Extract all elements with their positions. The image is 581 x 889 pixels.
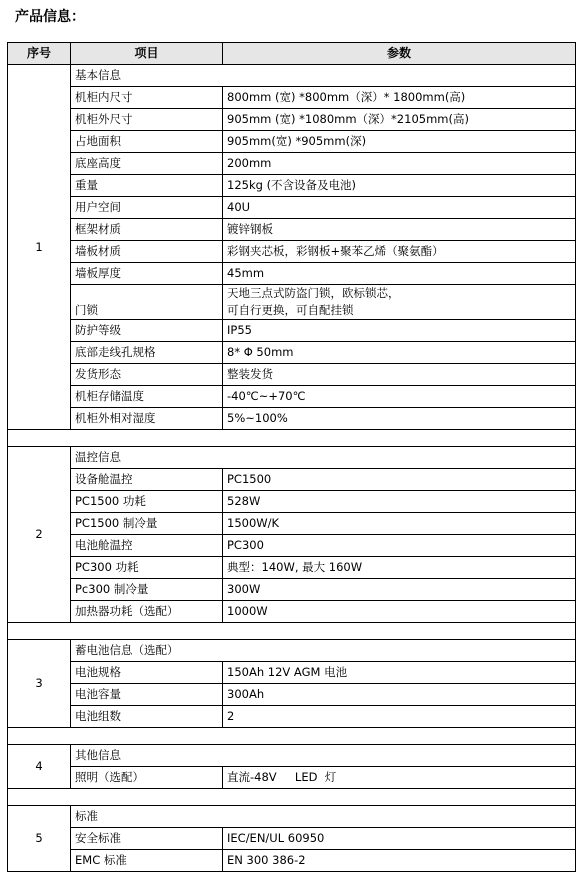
value-cell: 800mm (宽) *800mm（深）* 1800mm(高)	[223, 87, 576, 109]
table-row	[8, 579, 576, 601]
item-cell: PC1500 功耗	[71, 491, 223, 513]
section-title-row	[8, 640, 576, 662]
spacer-row	[8, 789, 576, 806]
table-row	[8, 408, 576, 430]
value-cell: PC300	[223, 535, 576, 557]
value-cell: 300Ah	[223, 684, 576, 706]
table-row	[8, 175, 576, 197]
item-cell: 机柜外尺寸	[71, 109, 223, 131]
value-cell: 125kg (不含设备及电池)	[223, 175, 576, 197]
item-cell: 电池容量	[71, 684, 223, 706]
table-row	[8, 557, 576, 579]
table-row	[8, 469, 576, 491]
value-cell: 150Ah 12V AGM 电池	[223, 662, 576, 684]
section-title: 基本信息	[71, 65, 576, 87]
table-row	[8, 263, 576, 285]
item-cell: Pc300 制冷量	[71, 579, 223, 601]
value-cell: PC1500	[223, 469, 576, 491]
table-row	[8, 153, 576, 175]
item-cell: 底部走线孔规格	[71, 342, 223, 364]
item-cell: 机柜内尺寸	[71, 87, 223, 109]
section-title-row	[8, 745, 576, 767]
table-row	[8, 197, 576, 219]
header-row	[8, 43, 576, 65]
section-seq: 3	[8, 640, 71, 728]
item-cell: 机柜存储温度	[71, 386, 223, 408]
value-cell: 5%~100%	[223, 408, 576, 430]
item-cell: PC300 功耗	[71, 557, 223, 579]
table-row	[8, 662, 576, 684]
table-row	[8, 364, 576, 386]
section-seq: 5	[8, 806, 71, 872]
item-cell: 照明（选配）	[71, 767, 223, 789]
value-cell: IP55	[223, 320, 576, 342]
spacer-cell	[8, 623, 576, 640]
item-cell: 底座高度	[71, 153, 223, 175]
table-row	[8, 850, 576, 872]
spacer-cell	[8, 728, 576, 745]
header-param: 参数	[223, 43, 576, 65]
item-cell: 电池规格	[71, 662, 223, 684]
page-title: 产品信息：	[15, 9, 85, 25]
value-cell: 8* Φ 50mm	[223, 342, 576, 364]
table-row	[8, 386, 576, 408]
spacer-cell	[8, 430, 576, 447]
value-cell: IEC/EN/UL 60950	[223, 828, 576, 850]
item-cell: PC1500 制冷量	[71, 513, 223, 535]
item-cell: 用户空间	[71, 197, 223, 219]
section-title-row	[8, 65, 576, 87]
spacer-row	[8, 623, 576, 640]
table-row	[8, 535, 576, 557]
value-cell: 镀锌钢板	[223, 219, 576, 241]
section-seq: 1	[8, 65, 71, 430]
table-row	[8, 241, 576, 263]
table-row	[8, 491, 576, 513]
value-cell: 直流-48V LED 灯	[223, 767, 576, 789]
table-row	[8, 320, 576, 342]
table-row	[8, 131, 576, 153]
item-cell: 电池组数	[71, 706, 223, 728]
value-cell: 300W	[223, 579, 576, 601]
value-cell: 1000W	[223, 601, 576, 623]
table-row	[8, 684, 576, 706]
table-row	[8, 513, 576, 535]
value-cell: 40U	[223, 197, 576, 219]
table-row	[8, 219, 576, 241]
section-title: 温控信息	[71, 447, 576, 469]
value-cell: EN 300 386-2	[223, 850, 576, 872]
value-line: 天地三点式防盗门锁，欧标锁芯，	[227, 286, 400, 300]
value-cell: 528W	[223, 491, 576, 513]
value-cell: 2	[223, 706, 576, 728]
table-row	[8, 601, 576, 623]
table-row	[8, 706, 576, 728]
section-seq: 4	[8, 745, 71, 789]
spacer-row	[8, 430, 576, 447]
item-cell: 框架材质	[71, 219, 223, 241]
table-row	[8, 285, 576, 320]
value-cell: -40℃~+70℃	[223, 386, 576, 408]
section-title: 标准	[71, 806, 576, 828]
value-cell: 彩钢夹芯板，彩钢板+聚苯乙烯（聚氨酯）	[223, 241, 576, 263]
value-cell: 905mm(宽) *905mm(深)	[223, 131, 576, 153]
item-cell: 墙板厚度	[71, 263, 223, 285]
header-seq: 序号	[8, 43, 71, 65]
item-cell: 发货形态	[71, 364, 223, 386]
item-cell: 安全标准	[71, 828, 223, 850]
table-row	[8, 767, 576, 789]
section-title: 蓄电池信息（选配）	[71, 640, 576, 662]
table-row	[8, 342, 576, 364]
item-cell: EMC 标准	[71, 850, 223, 872]
section-title: 其他信息	[71, 745, 576, 767]
item-cell: 重量	[71, 175, 223, 197]
table-row	[8, 87, 576, 109]
value-cell: 905mm (宽) *1080mm（深）*2105mm(高)	[223, 109, 576, 131]
spacer-row	[8, 728, 576, 745]
table-row	[8, 828, 576, 850]
value-cell: 200mm	[223, 153, 576, 175]
value-cell	[223, 285, 576, 320]
item-cell: 加热器功耗（选配）	[71, 601, 223, 623]
value-cell: 1500W/K	[223, 513, 576, 535]
table-row	[8, 109, 576, 131]
item-cell: 机柜外相对湿度	[71, 408, 223, 430]
item-cell: 门锁	[71, 285, 223, 320]
item-cell: 电池舱温控	[71, 535, 223, 557]
item-cell: 墙板材质	[71, 241, 223, 263]
spacer-cell	[8, 789, 576, 806]
item-cell: 占地面积	[71, 131, 223, 153]
header-item: 项目	[71, 43, 223, 65]
value-cell: 典型：140W, 最大 160W	[223, 557, 576, 579]
spec-table	[7, 42, 576, 872]
value-cell: 45mm	[223, 263, 576, 285]
section-title-row	[8, 447, 576, 469]
value-line: 可自行更换，可自配挂锁	[227, 303, 354, 317]
section-title-row	[8, 806, 576, 828]
item-cell: 防护等级	[71, 320, 223, 342]
item-cell: 设备舱温控	[71, 469, 223, 491]
value-cell: 整装发货	[223, 364, 576, 386]
section-seq: 2	[8, 447, 71, 623]
